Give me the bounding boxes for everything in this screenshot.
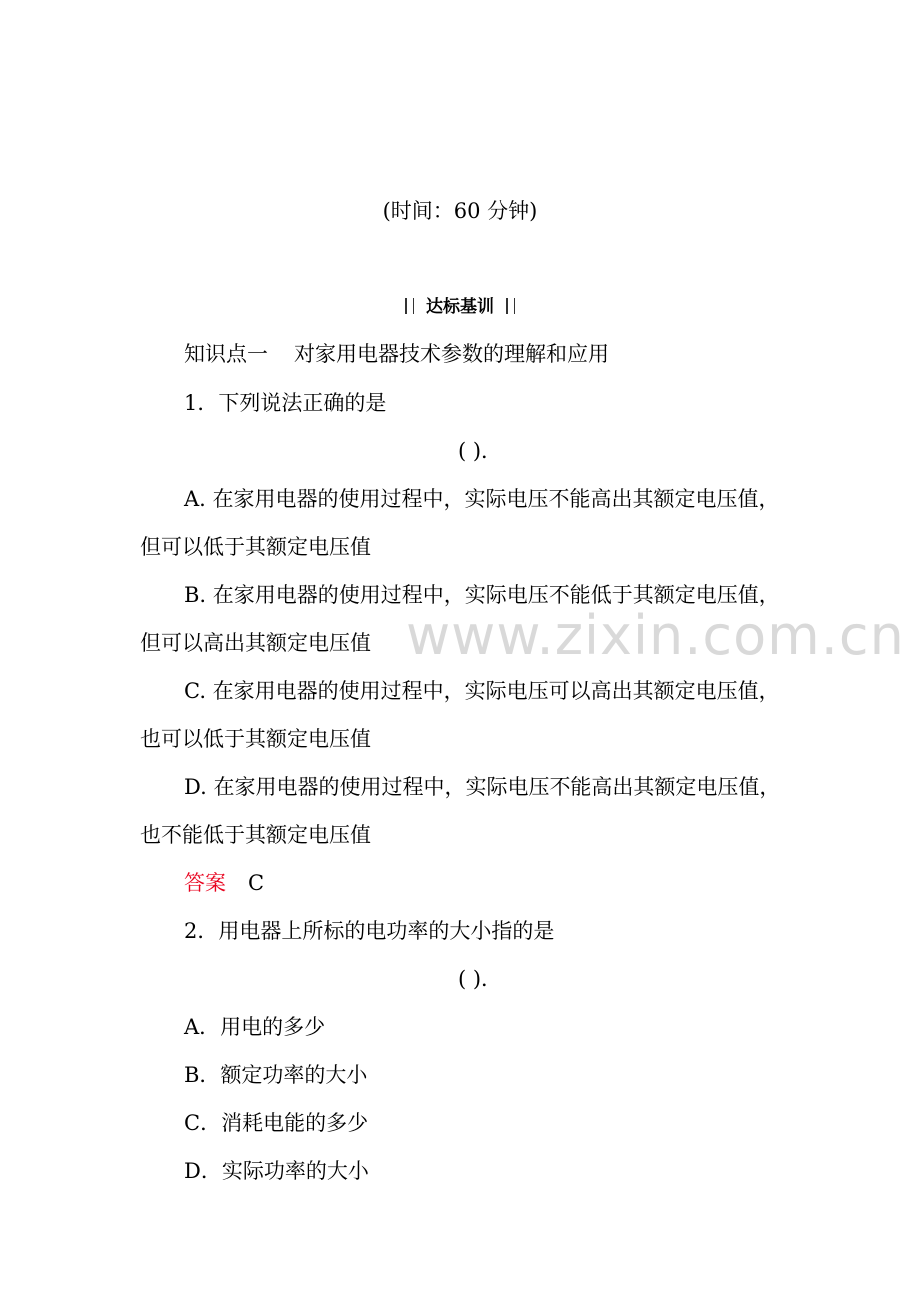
q2-option-b xyxy=(184,1062,367,1088)
option-letter: A． xyxy=(184,1015,221,1039)
option-text: 额定功率的大小 xyxy=(220,1063,368,1087)
answer-bracket: ( )． xyxy=(458,967,503,991)
section-marker-left xyxy=(405,298,414,314)
option-text: 消耗电能的多少 xyxy=(221,1111,369,1135)
option-letter: B． xyxy=(184,1063,221,1087)
option-text: 实际功率的大小 xyxy=(221,1159,369,1183)
option-letter: D． xyxy=(184,1159,222,1183)
answer-bracket: ( )． xyxy=(458,439,503,463)
q2-option-d xyxy=(184,1158,369,1184)
answer-value: C xyxy=(248,871,265,895)
option-letter: C． xyxy=(184,1111,222,1135)
option-d-line1: D. 在家用电器的使用过程中，实际电压不能高出其额定电压值， xyxy=(184,775,781,799)
option-b-line2: 但可以高出其额定电压值 xyxy=(140,631,371,655)
q2-option-c xyxy=(184,1110,368,1136)
knowledge-point-heading xyxy=(184,341,609,367)
question-number: 2． xyxy=(184,919,219,943)
exam-time: (时间：60 分钟) xyxy=(382,199,538,223)
section-marker-right xyxy=(506,298,515,314)
answer-line xyxy=(184,870,264,896)
option-text: 用电的多少 xyxy=(220,1015,326,1039)
question-2-stem xyxy=(184,918,554,944)
knowledge-point-label: 知识点一 xyxy=(184,342,268,366)
knowledge-point-title: 对家用电器技术参数的理解和应用 xyxy=(294,342,609,366)
option-c-line1: C. 在家用电器的使用过程中，实际电压可以高出其额定电压值， xyxy=(184,679,780,703)
section-title xyxy=(0,296,920,318)
question-number: 1． xyxy=(184,391,219,415)
section-title-text: 达标基训 xyxy=(426,297,494,317)
option-a-line1: A. 在家用电器的使用过程中，实际电压不能高出其额定电压值， xyxy=(184,487,780,511)
q2-option-a xyxy=(184,1014,325,1040)
option-d-line2: 也不能低于其额定电压值 xyxy=(140,823,371,847)
question-text: 用电器上所标的电功率的大小指的是 xyxy=(218,919,555,943)
question-1-stem xyxy=(184,390,386,416)
watermark: www.zixin.com.cn xyxy=(406,604,905,667)
option-b-line1: B. 在家用电器的使用过程中，实际电压不能低于其额定电压值， xyxy=(184,583,780,607)
question-text: 下列说法正确的是 xyxy=(218,391,387,415)
answer-label: 答案 xyxy=(184,871,226,895)
option-c-line2: 也可以低于其额定电压值 xyxy=(140,727,371,751)
option-a-line2: 但可以低于其额定电压值 xyxy=(140,535,371,559)
